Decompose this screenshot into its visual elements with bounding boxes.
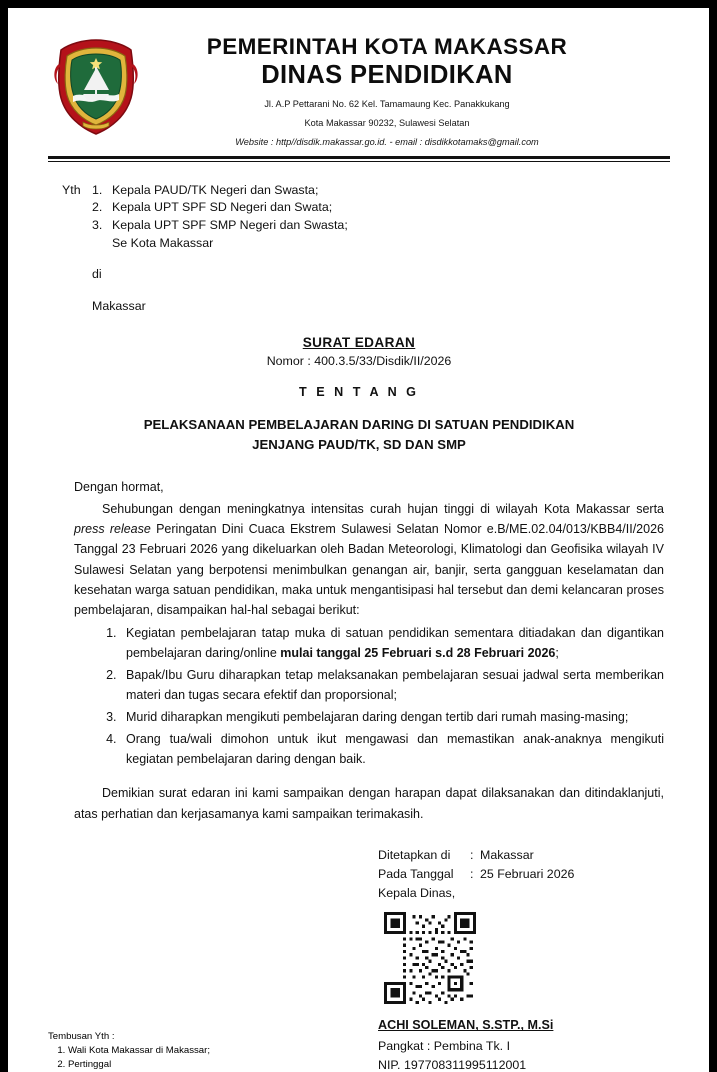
list-item-number: 2. [92, 200, 103, 215]
signer-name: ACHI SOLEMAN, S.STP., M.Si [378, 1018, 554, 1033]
signature-colon: : [470, 847, 474, 862]
list-item-number: 3. [92, 217, 103, 232]
department-name: DINAS PENDIDIKAN [261, 61, 513, 90]
addressee-city: Makassar [92, 298, 146, 313]
list-item-label: Kepala PAUD/TK Negeri dan Swasta; [112, 182, 319, 197]
signature-date-row [378, 865, 670, 884]
address-line-2: Kota Makassar 90232, Sulawesi Selatan [304, 117, 470, 128]
list-item [120, 729, 664, 769]
closing-paragraph: Demikian surat edaran ini kami sampaikan dengan harapan dapat dilaksanakan dan ditindaklanjuti, atas perhatian dan kerjasamanya kami sampaikan terimakasih. [74, 786, 664, 821]
signature-office-label: Kepala Dinas, [378, 885, 456, 900]
intro-part-2: Peringatan Dini Cuaca Ekstrem Sulawesi Selatan Nomor e.B/ME.02.04/013/KBB4/II/2026 Tanggal 23 Februari 2026 yang dikeluarkan oleh Badan Meteorologi, Klimatologi dan Geofisika wilayah IV Sulawesi Selatan yang berpotensi menimbulkan genangan air, banjir, serta gangguan keselamatan dan kesehatan warga satuan pendidikan, maka untuk mengantisipasi hal tersebut dan demi kelancaran proses pembelajaran, disampaikan hal-hal sebagai berikut: [74, 522, 664, 618]
signature-date-label: Pada Tanggal [378, 866, 454, 881]
addressee-di: di [92, 267, 102, 282]
signer-rank: Pangkat : Pembina Tk. I [378, 1038, 511, 1053]
document-subject-line-1: PELAKSANAAN PEMBELAJARAN DARING DI SATUAN PENDIDIKAN [143, 417, 575, 433]
title-block [48, 335, 670, 453]
list-item [120, 665, 664, 705]
signer-nip: NIP. 197708311995112001 [378, 1058, 527, 1072]
signature-place-row [378, 846, 670, 865]
government-name: PEMERINTAH KOTA MAKASSAR [206, 34, 568, 59]
signature-date-value: 25 Februari 2026 [480, 866, 575, 881]
letterhead [48, 26, 670, 149]
list-item-label: Kepala UPT SPF SMP Negeri dan Swasta; [112, 217, 348, 232]
point-text-after: ; [555, 646, 559, 661]
letter-sheet [48, 26, 670, 1072]
header-divider-thin [48, 161, 670, 162]
list-item: 1. Wali Kota Makassar di Makassar; [68, 1044, 548, 1058]
addressee-row [62, 182, 670, 252]
document-subject-line-2: JENJANG PAUD/TK, SD DAN SMP [252, 436, 466, 452]
list-item [92, 199, 670, 217]
salutation: Dengan hormat, [74, 479, 164, 494]
document-subject [48, 415, 670, 453]
list-item [120, 623, 664, 663]
header-divider-thick [48, 156, 670, 159]
signature-colon: : [470, 866, 474, 881]
letter-body [48, 477, 670, 824]
list-item [92, 182, 670, 200]
intro-part-1: Sehubungan dengan meningkatnya intensitas curah hujan tinggi di wilayah Kota Makassar serta [102, 501, 664, 516]
signature-place-label: Ditetapkan di [378, 847, 451, 862]
cc-title: Tembusan Yth : [48, 1031, 115, 1042]
cc-list [48, 1044, 548, 1072]
point-text-bold: mulai tanggal 25 Februari s.d 28 Februari 2026 [280, 646, 556, 661]
cc-block [48, 1030, 548, 1072]
document-number: Nomor : 400.3.5/33/Disdik/II/2026 [266, 354, 452, 369]
addressee-sub-line: Se Kota Makassar [112, 235, 214, 250]
intro-italic-term: press release [74, 522, 151, 537]
point-text-before: Bapak/Ibu Guru diharapkan tetap melaksanakan pembelajaran sesuai jadwal serta memberikan materi dan tugas secara efektif dan proporsional; [126, 668, 664, 703]
list-item [92, 217, 670, 235]
document-title: SURAT EDARAN [302, 335, 416, 351]
letterhead-text [144, 34, 670, 149]
list-item: 2. Pertinggal [68, 1058, 548, 1072]
list-item-label: Kepala UPT SPF SD Negeri dan Swata; [112, 200, 333, 215]
point-text-before: Kegiatan pembelajaran tatap muka di satuan pendidikan sementara ditiadakan dan digantikan pembelajaran daring/online [126, 626, 664, 661]
city-crest-icon [48, 34, 144, 136]
list-item [120, 707, 664, 727]
list-item-number: 1. [92, 182, 103, 197]
intro-paragraph [74, 499, 664, 621]
addressee-block [48, 182, 670, 316]
tentang-label: T E N T A N G [299, 385, 419, 400]
addressee-list [92, 182, 670, 252]
point-text-before: Murid diharapkan mengikuti pembelajaran daring dengan tertib dari rumah masing-masing; [126, 710, 629, 725]
qr-code-icon [384, 912, 670, 1004]
address-line-3: Website : http//disdik.makassar.go.id. - email : disdikkotamaks@gmail.com [235, 137, 539, 148]
signature-place-value: Makassar [480, 847, 534, 862]
points-list [74, 623, 664, 769]
point-text-before: Orang tua/wali dimohon untuk ikut mengawasi dan memastikan anak-anaknya mengikuti kegiatan pembelajaran daring dengan baik. [126, 732, 664, 767]
yth-label: Yth [62, 182, 81, 197]
address-line-1: Jl. A.P Pettarani No. 62 Kel. Tamamaung Kec. Panakkukang [264, 98, 510, 109]
document-page [8, 8, 709, 1072]
